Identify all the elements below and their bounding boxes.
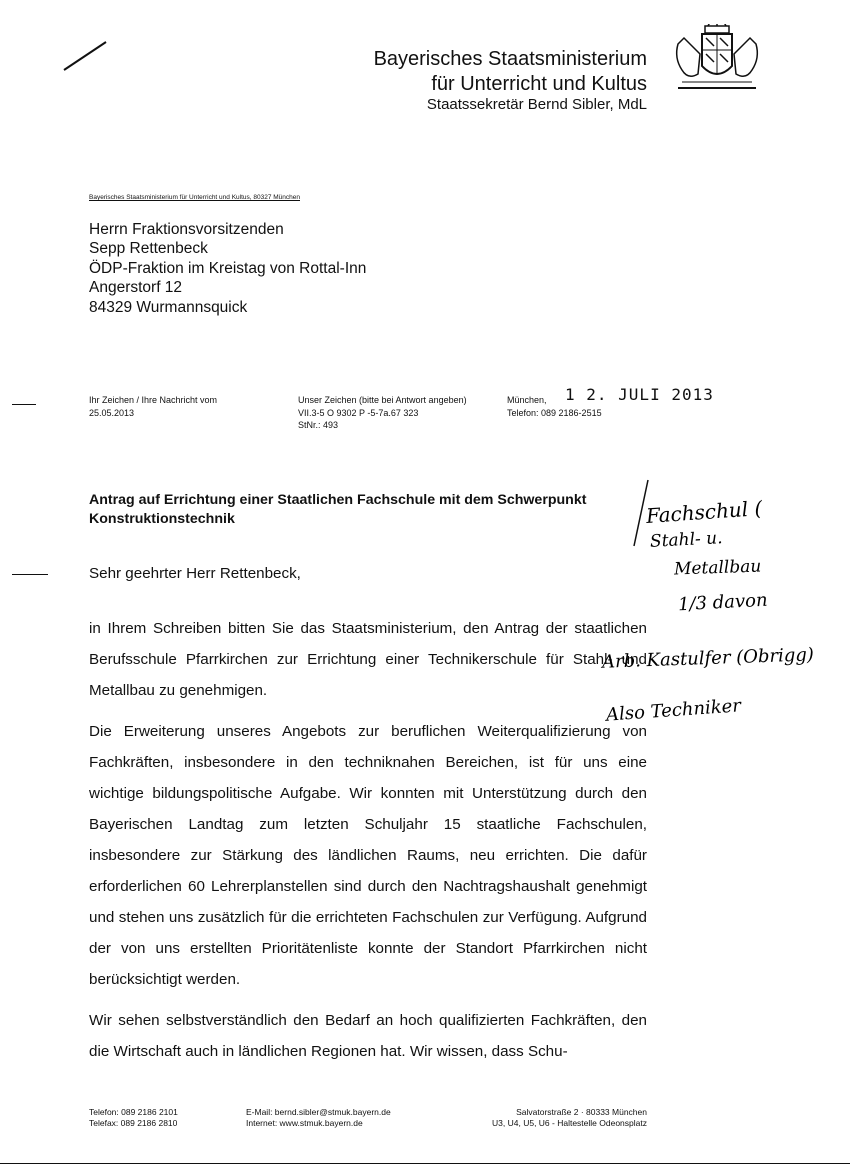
date-stamp: 1 2. JULI 2013 <box>565 385 714 404</box>
address-line: Angerstorf 12 <box>89 279 183 297</box>
handwritten-note: Metallbau <box>673 556 762 580</box>
pen-stroke-mark <box>60 38 110 74</box>
handwritten-note: Also Techniker <box>605 695 742 726</box>
state-secretary-line: Staatssekretär Bernd Sibler, MdL <box>426 96 647 113</box>
footer-street-address: Salvatorstraße 2 · 80333 München <box>516 1107 647 1117</box>
your-reference-label: Ihr Zeichen / Ihre Nachricht vom <box>89 395 218 405</box>
our-reference-label: Unser Zeichen (bitte bei Antwort angeben) <box>298 395 467 405</box>
your-reference <box>89 394 217 419</box>
footer-address-block <box>492 1107 647 1129</box>
body-paragraph: Die Erweiterung unseres Angebots zur beruflichen Weiterqualifizierung von Fachkräften, insbesondere in den techniknahen Bereichen, ist für uns eine wichtige bildungspolitische Aufgabe. Wir konnten mit Unterstützung durch den Bayerischen Landtag zum letzten Schuljahr 15 staatliche Fachschulen, insbesondere zur Stärkung des ländlichen Raums, neu errichten. Die dafür erforderlichen 60 Lehrerplanstellen sind durch den Nachtragshaushalt genehmigt und stehen uns zusätzlich für die errichteten Fachschulen zur Verfügung. Aufgrund der von uns erstellten Prioritätenliste konnte der Standort Pfarrkirchen nicht berücksichtigt werden. <box>89 723 647 988</box>
footer-fax: Telefax: 089 2186 2810 <box>89 1118 178 1128</box>
body-paragraph: in Ihrem Schreiben bitten Sie das Staatsministerium, den Antrag der staatlichen Berufsschule Pfarrkirchen zur Errichtung einer Technikerschule für Stahl- und Metallbau zu genehmigen. <box>89 620 647 699</box>
fold-mark-middle <box>12 574 48 575</box>
handwritten-note: Arb. Kastulfer (Obrigg) <box>601 644 815 673</box>
address-line: Herrn Fraktionsvorsitzenden <box>89 221 284 238</box>
footer-phone: Telefon: 089 2186 2101 <box>89 1107 178 1117</box>
footer-contact-block <box>246 1107 391 1129</box>
tax-number: StNr.: 493 <box>298 420 339 430</box>
address-line: Sepp Rettenbeck <box>89 240 208 258</box>
address-line: 84329 Wurmannsquick <box>89 298 248 316</box>
page-bottom-edge <box>0 1163 850 1164</box>
address-line: ÖDP-Fraktion im Kreistag von Rottal-Inn <box>89 259 367 277</box>
sender-return-address: Bayerisches Staatsministerium für Unterricht und Kultus, 80327 München <box>89 194 300 201</box>
our-reference-number: VII.3-5 O 9302 P -5-7a.67 323 <box>298 407 419 418</box>
footer-phone-block <box>89 1107 178 1129</box>
letter-subject: Antrag auf Errichtung einer Staatlichen Fachschule mit dem Schwerpunkt Konstruktionstechnik <box>89 492 587 527</box>
your-reference-date: 25.05.2013 <box>89 407 135 418</box>
footer-website: Internet: www.stmuk.bayern.de <box>246 1118 363 1128</box>
place-label: München, <box>507 395 547 405</box>
handwritten-note: Fachschul ( <box>645 495 764 529</box>
handwritten-note: Stahl- u. <box>649 528 723 552</box>
body-paragraph: Wir sehen selbstverständlich den Bedarf an hoch qualifizierten Fachkräften, den die Wirtschaft auch in ländlichen Regionen hat. Wir wissen, dass Schu- <box>89 1012 647 1060</box>
footer-email: E-Mail: bernd.sibler@stmuk.bayern.de <box>246 1107 391 1117</box>
phone-direct: Telefon: 089 2186-2515 <box>507 408 602 418</box>
ministry-name-line1: Bayerisches Staatsministerium <box>373 48 647 70</box>
bavarian-coat-of-arms-icon <box>672 24 762 96</box>
our-reference <box>298 394 467 432</box>
handwritten-note: 1/3 davon <box>677 589 769 616</box>
salutation: Sehr geehrter Herr Rettenbeck, <box>89 565 301 582</box>
footer-transit: U3, U4, U5, U6 - Haltestelle Odeonsplatz <box>492 1118 647 1128</box>
recipient-address <box>89 220 366 317</box>
ministry-name-line2: für Unterricht und Kultus <box>431 73 647 95</box>
fold-mark-top <box>12 404 36 405</box>
